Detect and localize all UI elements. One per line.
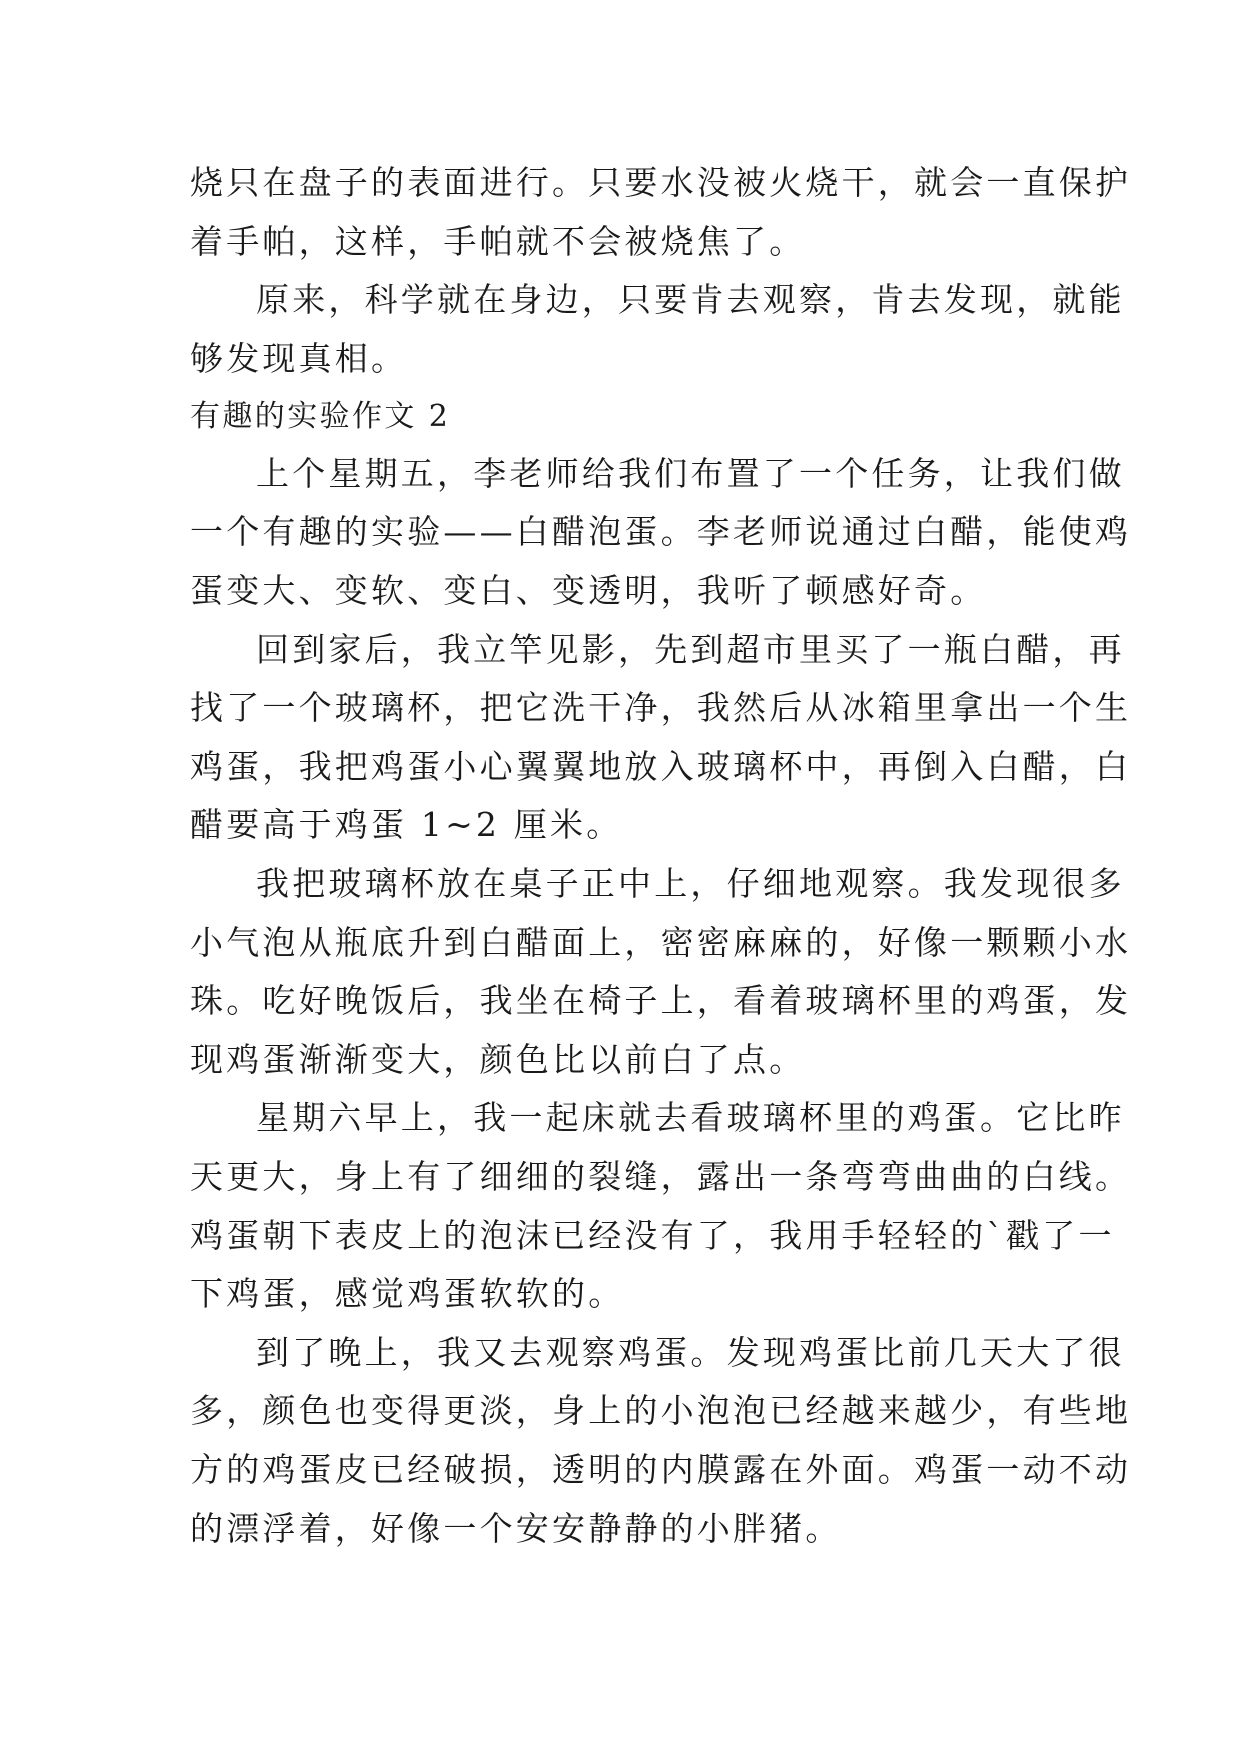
- paragraph-line: 方的鸡蛋皮已经破损，透明的内膜露在外面。鸡蛋一动不动: [190, 1449, 1132, 1489]
- paragraph-line: 上个星期五，李老师给我们布置了一个任务，让我们做: [256, 453, 1125, 493]
- paragraph-line: 到了晚上，我又去观察鸡蛋。发现鸡蛋比前几天大了很: [256, 1332, 1125, 1372]
- paragraph-line: 回到家后，我立竿见影，先到超市里买了一瓶白醋，再: [256, 629, 1125, 669]
- paragraph-line: 现鸡蛋渐渐变大，颜色比以前白了点。: [190, 1039, 806, 1079]
- paragraph-line: 珠。吃好晚饭后，我坐在椅子上，看着玻璃杯里的鸡蛋，发: [190, 981, 1132, 1021]
- section-heading: 有趣的实验作文 2: [190, 399, 451, 435]
- paragraph-line: 一个有趣的实验——白醋泡蛋。李老师说通过白醋，能使鸡: [190, 512, 1132, 552]
- paragraph-line: 小气泡从瓶底升到白醋面上，密密麻麻的，好像一颗颗小水: [190, 922, 1132, 962]
- paragraph-line: 蛋变大、变软、变白、变透明，我听了顿感好奇。: [190, 571, 987, 611]
- paragraph-line: 醋要高于鸡蛋 1~2 厘米。: [190, 805, 623, 845]
- essay-body: [190, 163, 1132, 1567]
- paragraph-line: 多，颜色也变得更淡，身上的小泡泡已经越来越少，有些地: [190, 1391, 1132, 1431]
- paragraph-line: 原来，科学就在身边，只要肯去观察，肯去发现，就能: [256, 280, 1125, 320]
- paragraph-line: 找了一个玻璃杯，把它洗干净，我然后从冰箱里拿出一个生: [190, 688, 1132, 728]
- paragraph-line: 的漂浮着，好像一个安安静静的小胖猪。: [190, 1508, 842, 1548]
- paragraph-line: 够发现真相。: [190, 338, 408, 378]
- paragraph-line: 烧只在盘子的表面进行。只要水没被火烧干，就会一直保护: [190, 163, 1132, 202]
- paragraph-line: 着手帕，这样，手帕就不会被烧焦了。: [190, 221, 806, 261]
- paragraph-line: 鸡蛋朝下表皮上的泡沫已经没有了，我用手轻轻的`戳了一: [190, 1215, 1115, 1255]
- paragraph-line: 鸡蛋，我把鸡蛋小心翼翼地放入玻璃杯中，再倒入白醋，白: [190, 746, 1132, 786]
- paragraph-line: 我把玻璃杯放在桌子正中上，仔细地观察。我发现很多: [256, 864, 1125, 904]
- paragraph-line: 天更大，身上有了细细的裂缝，露出一条弯弯曲曲的白线。: [190, 1157, 1132, 1196]
- paragraph-line: 下鸡蛋，感觉鸡蛋软软的。: [190, 1274, 625, 1314]
- paragraph-line: 星期六早上，我一起床就去看玻璃杯里的鸡蛋。它比昨: [256, 1098, 1125, 1138]
